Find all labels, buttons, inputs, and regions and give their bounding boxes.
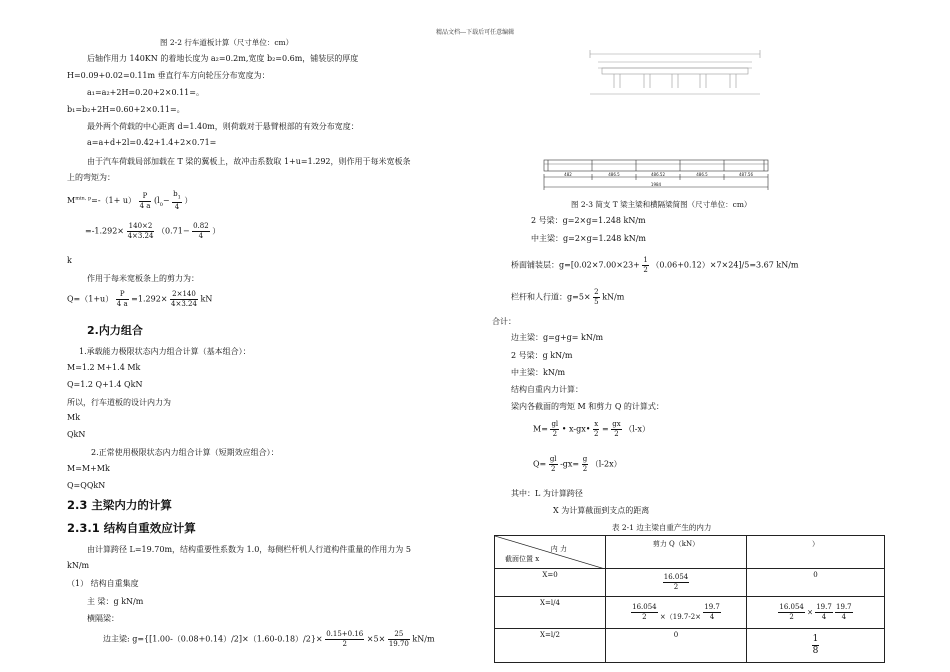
- row-shear: $\frac{16.054}{2}$: [606, 569, 747, 597]
- para-line: 梁内各截面的弯矩 M 和剪力 Q 的计算式：: [511, 402, 664, 411]
- row-shear: $\frac{16.054}{2}$ ×（19.7-2× $\frac{19.7}{4}$: [606, 597, 747, 629]
- row-moment: 0: [747, 569, 885, 597]
- header-position: 截面位置 x: [505, 555, 540, 563]
- formula-line: M=M+Mk: [67, 464, 110, 473]
- formula-line: 边主梁：g=g+g= kN/m: [511, 333, 604, 342]
- table-header-diagonal: [495, 536, 606, 569]
- para-line: 其中：L 为计算跨径: [511, 489, 583, 498]
- table-row: [495, 569, 885, 597]
- watermark: 精品文档---下载后可任意编辑: [436, 29, 515, 36]
- para-line: 后轴作用力 140KN 的着地长度为 a₂=0.2m,宽度 b₂=0.6m，铺装层的厚度: [87, 54, 359, 63]
- subsection-heading: 2.3.1 结构自重效应计算: [67, 521, 196, 535]
- figure-caption-2-3: 图 2-3 简支 T 梁主梁和横隔梁简图（尺寸单位：cm）: [571, 200, 752, 209]
- para-line: （1） 结构自重集度: [67, 579, 139, 588]
- cross-section-figure: [580, 48, 770, 100]
- shear-general-formula: Q= $\frac{gl}{2}$ -gx= $\frac{g}{2}$ （l-2x）: [533, 455, 622, 473]
- table-row: [495, 597, 885, 629]
- shear-formula: Q=（1+u） $\frac{P}{4 a}$ =1.292× $\frac{2\times 140}{4\times 3.24}$ kN: [67, 290, 213, 308]
- row-position: X=l/4: [495, 597, 606, 629]
- table-header-shear: 剪力 Q（kN）: [606, 536, 747, 569]
- row-shear: 0: [606, 629, 747, 663]
- unit-k: k: [67, 256, 72, 265]
- para-line: 2.正常使用极限状态内力组合计算（短期效应组合）：: [91, 448, 279, 457]
- dim-label: 486.5: [696, 172, 708, 177]
- dim-label: 482: [564, 172, 572, 177]
- para-line: 最外两个荷载的中心距离 d=1.40m，则荷载对于悬臂根部的有效分布宽度：: [87, 122, 359, 131]
- para-line: 合计：: [492, 317, 516, 326]
- formula-line: 2 号梁：g kN/m: [511, 351, 573, 360]
- para-line: X 为计算截面到支点的距离: [553, 506, 650, 515]
- para-line: 由于汽车荷载局部加载在 T 梁的翼板上，故冲击系数取 1+u=1.292，则作用于每米宽板条: [87, 157, 411, 166]
- figure-caption-2-2: 图 2-2 行车道板计算（尺寸单位：cm）: [160, 38, 294, 47]
- formula-line: Mk: [67, 413, 81, 422]
- section-heading: 2.内力组合: [87, 324, 143, 337]
- table-row: [495, 629, 885, 663]
- formula-line: b₁=b₂+2H=0.60+2×0.11=。: [67, 105, 185, 114]
- formula-line: Q=QQkN: [67, 481, 106, 490]
- table-caption: 表 2-1 边主梁自重产生的内力: [612, 523, 712, 532]
- para-line: kN/m: [67, 561, 90, 570]
- deck-pavement-formula: 桥面铺装层：g=[0.02×7.00×23+ $\frac{1}{2}$ （0.06+0.12）×7×24]/5=3.67 kN/m: [511, 256, 799, 274]
- formula-line: 主 梁：g kN/m: [87, 597, 144, 606]
- formula-line: a₁=a₂+2H=0.20+2×0.11=。: [87, 88, 204, 97]
- formula-line: QkN: [67, 430, 86, 439]
- header-force: 内 力: [550, 545, 567, 553]
- row-position: X=l/2: [495, 629, 606, 663]
- para-line: 结构自重内力计算：: [511, 385, 583, 394]
- formula-line: 2 号梁：g=2×g=1.248 kN/m: [531, 216, 646, 225]
- para-line: 上的弯矩为：: [67, 173, 115, 182]
- dim-label: 486.52: [651, 172, 665, 177]
- crossbeam-formula: 边主梁: g={[1.00-（0.08+0.14）/2]×（1.60-0.18）/2}× $\frac{0.15+0.16}{2}$ ×5× $\frac{25}{19.70}$ kN/m: [103, 630, 435, 648]
- moment-general-formula: M= $\frac{gl}{2}$ • x-gx• $\frac{x}{2}$ = $\frac{gx}{2}$ （l-x）: [533, 420, 651, 438]
- formula-line: 中主梁：kN/m: [511, 368, 566, 377]
- row-position: X=0: [495, 569, 606, 597]
- row-moment: $\frac{1}{8}$: [747, 629, 885, 663]
- t-beam-figure: [540, 157, 775, 195]
- formula-line: 中主梁：g=2×g=1.248 kN/m: [531, 234, 647, 243]
- para-line: 由计算跨径 L=19.70m，结构重要性系数为 1.0，每侧栏杆机人行道构件重量的作用力为 5: [87, 545, 411, 554]
- moment-formula: $M^{min, p}=-(1+ u)$ $\frac{P}{4 a}$ ($l_0-$ $\frac{b_1}{4}$ ）: [67, 190, 193, 212]
- dim-label: 486.5: [608, 172, 620, 177]
- internal-force-table: [494, 535, 885, 663]
- para-line: 1.承载能力极限状态内力组合计算（基本组合）：: [79, 347, 251, 356]
- para-line: 作用于每米宽板条上的剪力为：: [87, 274, 199, 283]
- section-heading: 2.3 主梁内力的计算: [67, 498, 172, 512]
- formula-line: M=1.2 M+1.4 Mk: [67, 363, 141, 372]
- railing-formula: 栏杆和人行道：g=5× $\frac{2}{5}$ kN/m: [511, 288, 625, 306]
- dim-label-total: 1984: [650, 182, 662, 187]
- formula-line: a=a+d+2l=0.42+1.4+2×0.71=: [87, 138, 217, 147]
- para-line: H=0.09+0.02=0.11m 垂直行车方向轮压分布宽度为：: [67, 71, 270, 80]
- dim-label: 487.56: [739, 172, 753, 177]
- formula-line: Q=1.2 Q+1.4 QkN: [67, 380, 143, 389]
- row-moment: $\frac{16.054}{2}$ × $\frac{19.7}{4}$ $\frac{19.7}{4}$: [747, 597, 885, 629]
- para-line: 所以，行车道板的设计内力为: [67, 398, 171, 407]
- moment-formula-numeric: =-1.292× $\frac{140\times 2}{4\times 3.24}$ （0.71− $\frac{0.82}{4}$ ）: [85, 222, 221, 240]
- table-header-moment: ）: [747, 536, 885, 569]
- para-line: 横隔梁：: [87, 614, 119, 623]
